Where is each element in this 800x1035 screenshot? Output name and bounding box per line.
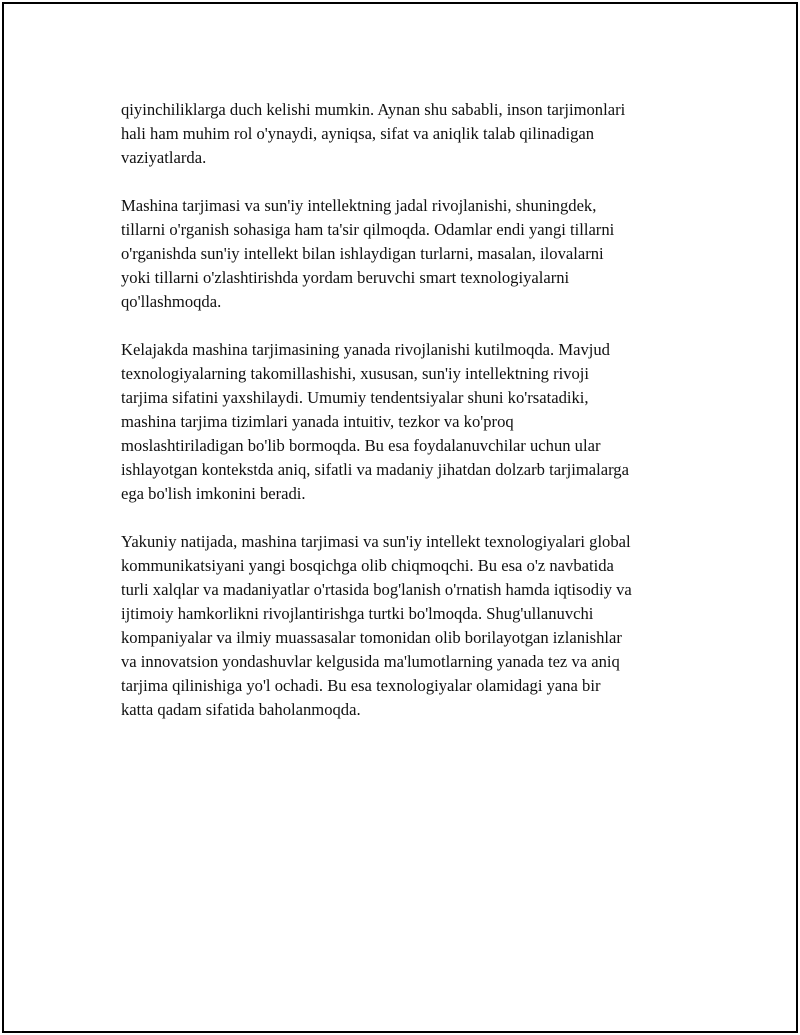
text-line: kompaniyalar va ilmiy muassasalar tomonidan olib borilayotgan izlanishlar — [121, 628, 622, 647]
text-line: Yakuniy natijada, mashina tarjimasi va sun'iy intellekt texnologiyalari global — [121, 532, 631, 551]
paragraph-2 — [121, 194, 701, 314]
paragraph-3 — [121, 338, 701, 506]
text-line: katta qadam sifatida baholanmoqda. — [121, 700, 361, 719]
text-line: qo'llashmoqda. — [121, 292, 222, 311]
text-line: turli xalqlar va madaniyatlar o'rtasida bog'lanish o'rnatish hamda iqtisodiy va — [121, 580, 632, 599]
text-line: Kelajakda mashina tarjimasining yanada rivojlanishi kutilmoqda. Mavjud — [121, 340, 610, 359]
text-line: ijtimoiy hamkorlikni rivojlantirishga turtki bo'lmoqda. Shug'ullanuvchi — [121, 604, 594, 623]
document-body — [121, 98, 701, 746]
text-line: ega bo'lish imkonini beradi. — [121, 484, 306, 503]
text-line: moslashtiriladigan bo'lib bormoqda. Bu esa foydalanuvchilar uchun ular — [121, 436, 601, 455]
text-line: Mashina tarjimasi va sun'iy intellektning jadal rivojlanishi, shuningdek, — [121, 196, 597, 215]
text-line: kommunikatsiyani yangi bosqichga olib chiqmoqchi. Bu esa o'z navbatida — [121, 556, 614, 575]
text-line: yoki tillarni o'zlashtirishda yordam beruvchi smart texnologiyalarni — [121, 268, 570, 287]
text-line: o'rganishda sun'iy intellekt bilan ishlaydigan turlarni, masalan, ilovalarni — [121, 244, 604, 263]
text-line: texnologiyalarning takomillashishi, xususan, sun'iy intellektning rivoji — [121, 364, 590, 383]
page-frame — [2, 2, 798, 1033]
paragraph-4 — [121, 530, 701, 722]
text-line: tarjima qilinishiga yo'l ochadi. Bu esa texnologiyalar olamidagi yana bir — [121, 676, 601, 695]
text-line: hali ham muhim rol o'ynaydi, ayniqsa, sifat va aniqlik talab qilinadigan — [121, 124, 595, 143]
text-line: qiyinchiliklarga duch kelishi mumkin. Aynan shu sababli, inson tarjimonlari — [121, 100, 626, 119]
text-line: tillarni o'rganish sohasiga ham ta'sir qilmoqda. Odamlar endi yangi tillarni — [121, 220, 615, 239]
paragraph-1 — [121, 98, 701, 170]
text-line: vaziyatlarda. — [121, 148, 207, 167]
text-line: ishlayotgan kontekstda aniq, sifatli va madaniy jihatdan dolzarb tarjimalarga — [121, 460, 629, 479]
text-line: va innovatsion yondashuvlar kelgusida ma'lumotlarning yanada tez va aniq — [121, 652, 620, 671]
text-line: tarjima sifatini yaxshilaydi. Umumiy tendentsiyalar shuni ko'rsatadiki, — [121, 388, 589, 407]
text-line: mashina tarjima tizimlari yanada intuitiv, tezkor va ko'proq — [121, 412, 514, 431]
